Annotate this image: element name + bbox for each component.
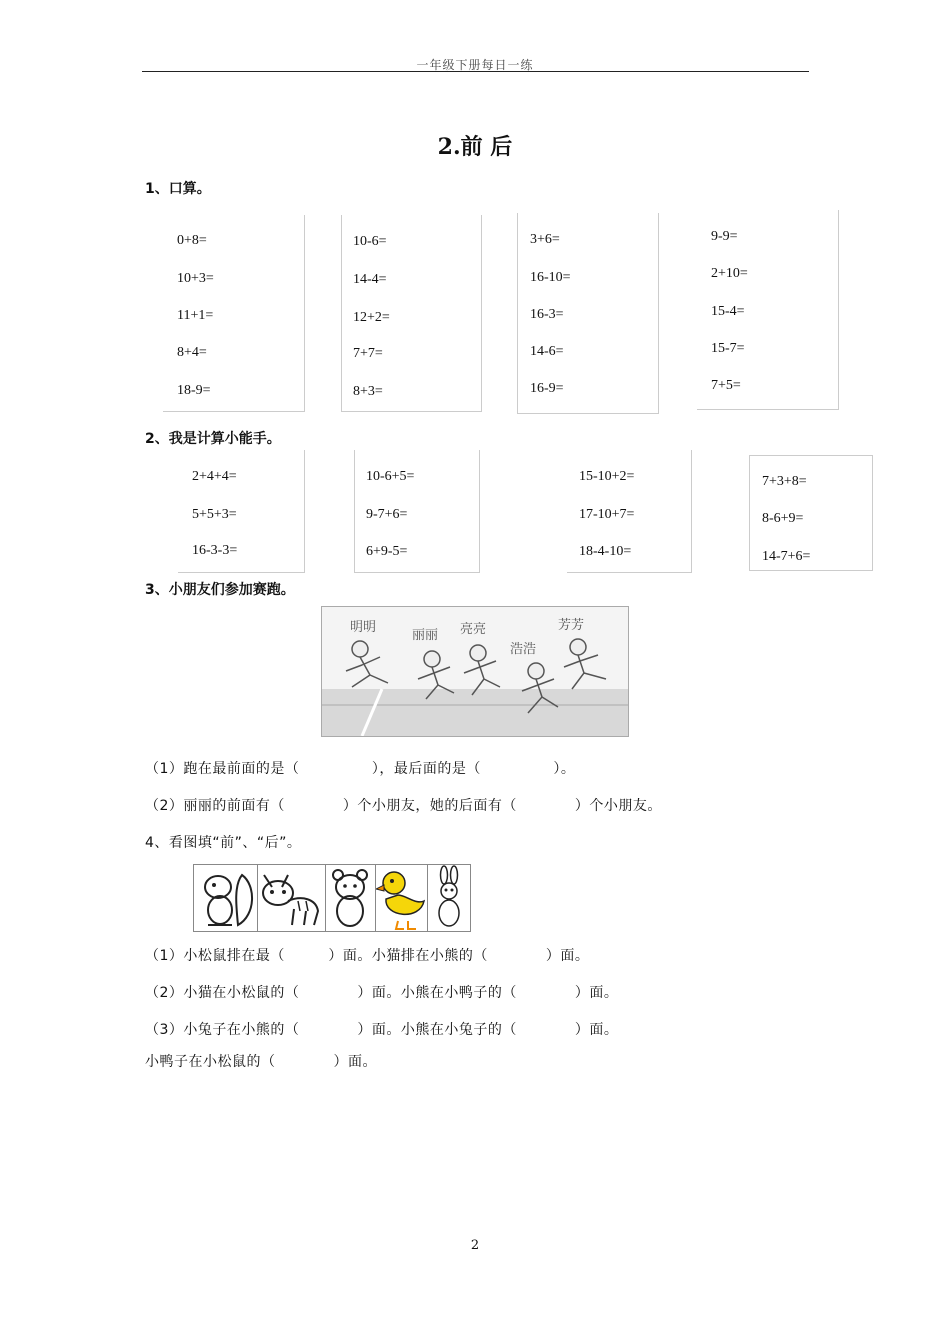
s4-question-1: （1）小松鼠排在最（ ）面。小猫排在小熊的（ ）面。: [145, 948, 590, 964]
s1-c3-eq5: 16-9=: [530, 381, 564, 396]
runner-label-fangfang: 芳芳: [558, 618, 585, 633]
bear-icon: [325, 864, 377, 932]
section3-heading: 3、小朋友们参加赛跑。: [145, 582, 295, 598]
lesson-title: [0, 130, 950, 161]
s4-question-3: （3）小兔子在小熊的（ ）面。小熊在小兔子的（ ）面。: [145, 1022, 619, 1038]
s1-c2-eq1: 10-6=: [353, 234, 387, 249]
lesson-title-text: 前 后: [460, 134, 513, 160]
s2-c2-eq2: 9-7+6=: [366, 507, 408, 522]
runner-label-haohao: 浩浩: [510, 642, 537, 657]
s1-box-2: [341, 215, 482, 412]
s1-c3-eq2: 16-10=: [530, 270, 571, 285]
s1-c1-eq4: 8+4=: [177, 345, 207, 360]
s2-c1-eq2: 5+5+3=: [192, 507, 237, 522]
s1-c2-eq2: 14-4=: [353, 272, 387, 287]
s2-c1-eq3: 16-3-3=: [192, 543, 238, 558]
s1-c4-eq3: 15-4=: [711, 304, 745, 319]
s1-c4-eq5: 7+5=: [711, 378, 741, 393]
race-illustration: [321, 606, 629, 737]
s1-box-3: [517, 213, 659, 414]
s2-c4-eq3: 14-7+6=: [762, 549, 811, 564]
s2-box-2: [354, 450, 480, 573]
s4-question-2: （2）小猫在小松鼠的（ ）面。小熊在小鸭子的（ ）面。: [145, 985, 619, 1001]
runner-label-liangliang: 亮亮: [460, 622, 487, 637]
s1-c2-eq5: 8+3=: [353, 384, 383, 399]
s1-box-1: [163, 215, 305, 412]
s1-c4-eq2: 2+10=: [711, 266, 748, 281]
s2-c3-eq1: 15-10+2=: [579, 469, 635, 484]
s2-box-1: [178, 450, 305, 573]
s2-box-4: [749, 455, 873, 571]
section1-heading: 1、口算。: [145, 181, 211, 197]
s1-c1-eq3: 11+1=: [177, 308, 214, 323]
runner-label-mingming: 明明: [350, 620, 377, 635]
header-divider: [142, 71, 809, 72]
s1-c1-eq5: 18-9=: [177, 383, 211, 398]
s2-c3-eq3: 18-4-10=: [579, 544, 632, 559]
runner-label-lili: 丽丽: [412, 628, 439, 643]
s2-box-3: [567, 450, 692, 573]
s2-c4-eq2: 8-6+9=: [762, 511, 804, 526]
s1-c2-eq3: 12+2=: [353, 310, 390, 325]
s1-box-4: [697, 210, 839, 410]
s1-c4-eq1: 9-9=: [711, 229, 738, 244]
s1-c3-eq4: 14-6=: [530, 344, 564, 359]
s2-c3-eq2: 17-10+7=: [579, 507, 635, 522]
s2-c2-eq3: 6+9-5=: [366, 544, 408, 559]
section2-heading: 2、我是计算小能手。: [145, 431, 281, 447]
s1-c4-eq4: 15-7=: [711, 341, 745, 356]
lesson-number: 2.: [437, 134, 461, 160]
s4-question-4: 小鸭子在小松鼠的（ ）面。: [145, 1054, 377, 1070]
s1-c3-eq3: 16-3=: [530, 307, 564, 322]
s2-c2-eq1: 10-6+5=: [366, 469, 415, 484]
section4-heading: 4、看图填“前”、“后”。: [145, 835, 302, 851]
rabbit-icon: [427, 864, 471, 932]
page-header: 一年级下册每日一练: [416, 58, 534, 72]
s1-c1-eq2: 10+3=: [177, 271, 214, 286]
s1-c1-eq1: 0+8=: [177, 233, 207, 248]
squirrel-icon: [193, 864, 259, 932]
page-number: 2: [470, 1238, 480, 1253]
duck-icon: [375, 864, 429, 932]
s2-c1-eq1: 2+4+4=: [192, 469, 237, 484]
s1-c3-eq1: 3+6=: [530, 232, 560, 247]
s3-question-2: （2）丽丽的前面有（ ）个小朋友，她的后面有（ ）个小朋友。: [145, 798, 662, 814]
s3-question-1: （1）跑在最前面的是（ ），最后面的是（ ）。: [145, 761, 576, 777]
s1-c2-eq4: 7+7=: [353, 346, 383, 361]
cat-icon: [257, 864, 327, 932]
s2-c4-eq1: 7+3+8=: [762, 474, 807, 489]
